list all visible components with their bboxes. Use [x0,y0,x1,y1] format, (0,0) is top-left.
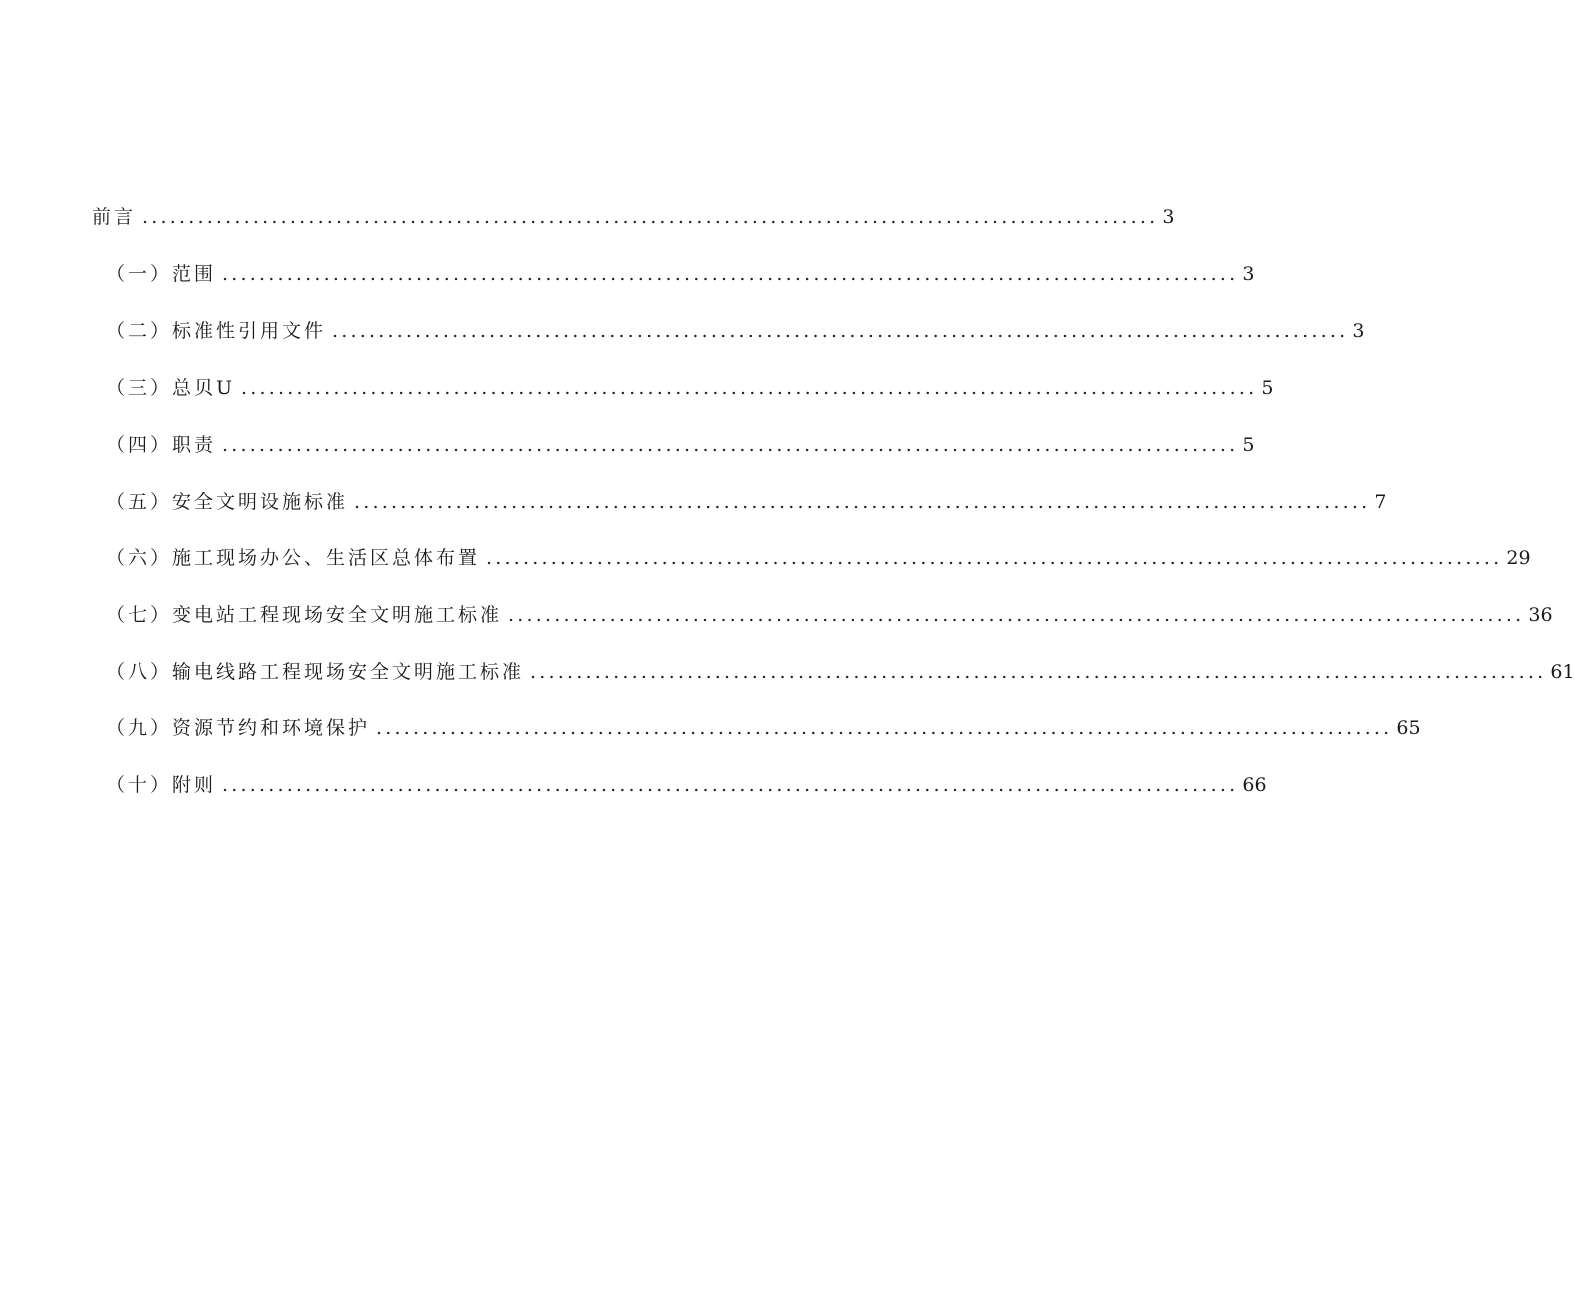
toc-entry-title: （六）施工现场办公、生活区总体布置 [106,547,481,569]
toc-entry-title: （九）资源节约和环境保护 [106,717,371,739]
toc-entry-page: 3 [1352,320,1365,342]
toc-entry-page: 7 [1374,491,1387,513]
toc-entry-page: 5 [1261,377,1274,399]
toc-entry-title: 前言 [92,206,137,228]
toc-entry-page: 3 [1242,263,1255,285]
toc-entry-title: （十）附则 [106,774,217,796]
toc-leader-dots: .............................................................................................................. [222,774,1239,796]
toc-entry-resources-environment[interactable] [106,713,1421,743]
toc-leader-dots: .............................................................................................................. [241,377,1258,399]
toc-entry-supplementary-provisions[interactable] [106,770,1267,800]
toc-entry-page: 36 [1528,604,1553,626]
toc-leader-dots: .............................................................................................................. [486,547,1503,569]
toc-leader-dots: .............................................................................................................. [142,206,1159,228]
toc-leader-dots: .............................................................................................................. [508,604,1525,626]
toc-entry-title: （一）范围 [106,263,217,285]
toc-entry-page: 61 [1550,661,1575,683]
toc-entry-page: 29 [1506,547,1531,569]
toc-entry-page: 5 [1242,434,1255,456]
toc-entry-safety-facility-standards[interactable] [106,487,1387,517]
toc-entry-title: （五）安全文明设施标准 [106,491,349,513]
toc-leader-dots: .............................................................................................................. [332,320,1349,342]
toc-entry-title: （三）总贝U [106,377,236,399]
toc-entry-title: （七）变电站工程现场安全文明施工标准 [106,604,503,626]
toc-entry-general[interactable] [106,373,1274,403]
toc-leader-dots: .............................................................................................................. [222,263,1239,285]
toc-leader-dots: .............................................................................................................. [222,434,1239,456]
toc-entry-page: 65 [1396,717,1421,739]
toc-entry-transmission-line-standards[interactable] [106,657,1575,687]
toc-entry-substation-standards[interactable] [106,600,1553,630]
toc-entry-title: （八）输电线路工程现场安全文明施工标准 [106,661,525,683]
toc-entry-responsibilities[interactable] [106,430,1255,460]
toc-entry-page: 66 [1242,774,1267,796]
toc-entry-title: （四）职责 [106,434,217,456]
toc-entry-normative-references[interactable] [106,316,1365,346]
toc-entry-scope[interactable] [106,259,1255,289]
toc-entry-site-office-layout[interactable] [106,543,1531,573]
toc-entry-preface[interactable] [92,202,1175,232]
toc-leader-dots: .............................................................................................................. [376,717,1393,739]
toc-entry-title: （二）标准性引用文件 [106,320,327,342]
toc-leader-dots: .............................................................................................................. [530,661,1547,683]
toc-leader-dots: .............................................................................................................. [354,491,1371,513]
toc-entry-page: 3 [1162,206,1175,228]
